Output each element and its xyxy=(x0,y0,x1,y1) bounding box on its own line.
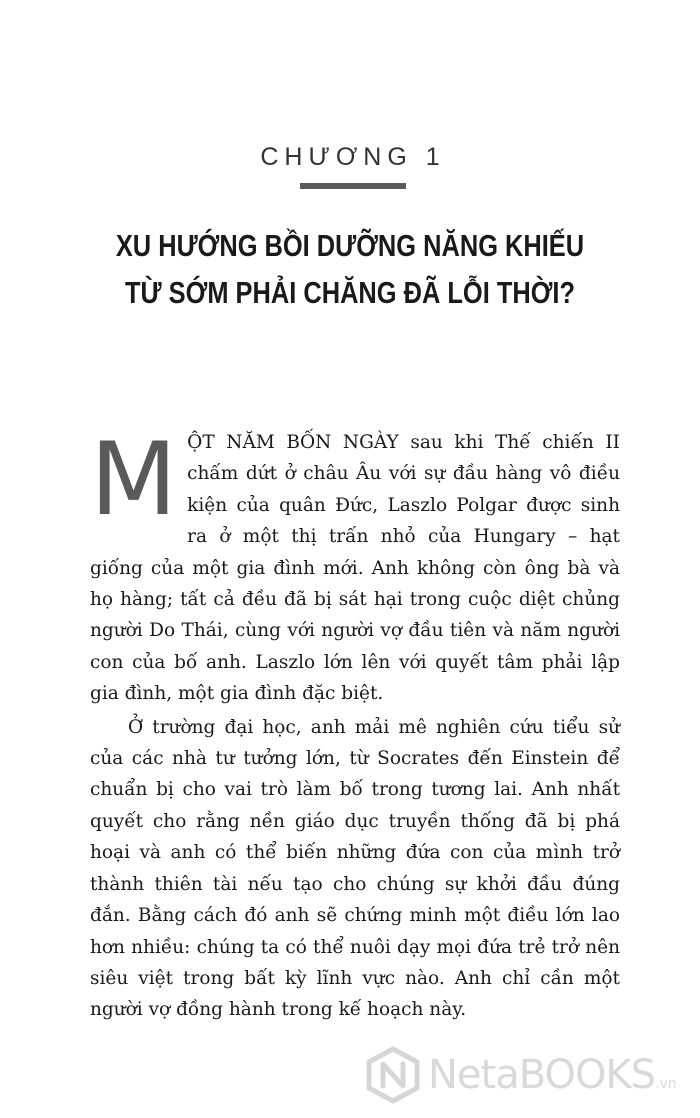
paragraph-2: Ở trường đại học, anh mải mê nghiên cứu tiểu sử của các nhà tư tưởng lớn, từ Socrates đến Einstein để chuẩn bị cho vai trò làm bố trong tương lai. Anh nhất quyết cho rằng nền giáo dục truyền thống đã bị phá hoại và anh có thể biến những đứa con của mình trở thành thiên tài nếu tạo cho chúng sự khởi đầu đúng đắn. Bằng cách đó anh sẽ chứng minh một điều lớn lao hơn nhiều: chúng ta có thể nuôi dạy mọi đứa trẻ trở nên siêu việt trong bất kỳ lĩnh vực nào. Anh chỉ cần một người vợ đồng hành trong kế hoạch này. xyxy=(90,716,620,1021)
watermark-suffix: .vn xyxy=(655,1076,677,1092)
chapter-divider xyxy=(300,183,406,189)
watermark xyxy=(364,1040,694,1110)
chapter-title-line-2: TỪ SỚM PHẢI CHĂNG ĐÃ LỖI THỜI? xyxy=(124,275,575,310)
drop-cap: M xyxy=(90,420,178,538)
netabooks-logo-icon xyxy=(364,1046,422,1104)
chapter-label: CHƯƠNG 1 xyxy=(260,143,446,171)
chapter-title-line-1: XU HƯỚNG BỒI DƯỠNG NĂNG KHIẾU xyxy=(115,228,585,263)
body-text xyxy=(90,420,620,1026)
paragraph-1-text: ỘT NĂM BỐN NGÀY sau khi Thế chiến II chấm dứt ở châu Âu với sự đầu hàng vô điều kiện của quân Đức, Laszlo Polgar được sinh ra ở một thị trấn nhỏ của Hungary – hạt giống của một gia đình mới. Anh không còn ông bà và họ hàng; tất cả đều đã bị sát hại trong cuộc diệt chủng người Do Thái, cùng với người vợ đầu tiên và năm người con của bố anh. Laszlo lớn lên với quyết tâm phải lập gia đình, một gia đình đặc biệt. xyxy=(90,432,620,705)
chapter-title xyxy=(63,222,637,316)
watermark-text xyxy=(428,1052,677,1098)
paragraph-1 xyxy=(90,420,620,710)
watermark-brand: NetaBOOKS xyxy=(428,1052,656,1098)
